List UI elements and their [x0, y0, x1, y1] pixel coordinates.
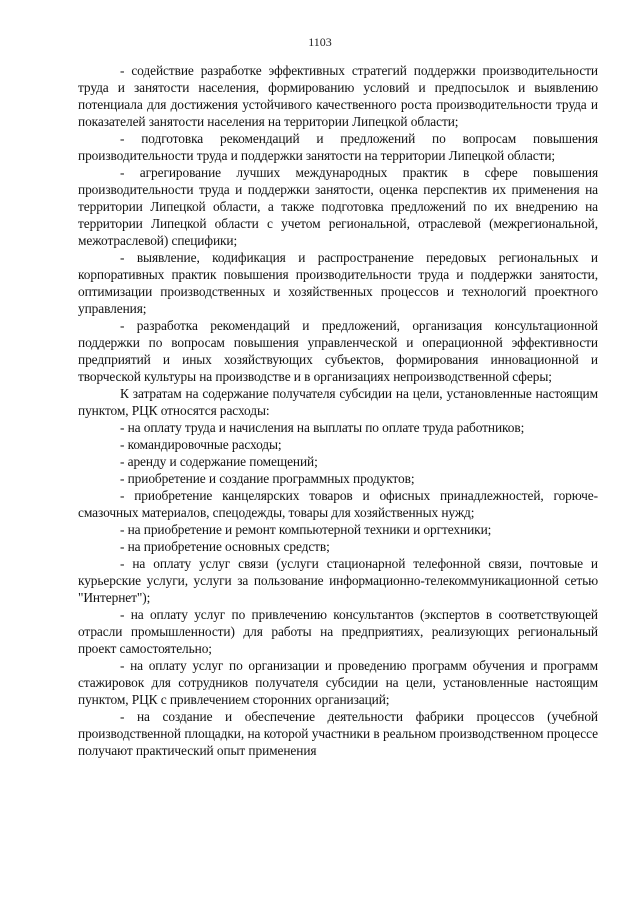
paragraph: - содействие разработке эффективных стратегий поддержки производительности труда и занятости населения, формированию условий и предпосылок и выявлению потенциала для достижения устойчивого качественного роста производительности труда и показателей занятости населения на территории Липецкой области; — [78, 63, 598, 129]
paragraph: - на оплату труда и начисления на выплаты по оплате труда работников; — [120, 420, 525, 435]
paragraph: - на приобретение и ремонт компьютерной техники и оргтехники; — [120, 522, 492, 537]
page-number: 1103 — [308, 35, 332, 49]
body-text — [78, 62, 598, 759]
paragraph: - на создание и обеспечение деятельности фабрики процессов (учебной производственной площадки, на которой участники в реальном производственном процессе получают практический опыт применения — [78, 709, 598, 758]
paragraph: - на оплату услуг по организации и проведению программ обучения и программ стажировок для сотрудников получателя субсидии на цели, установленные настоящим пунктом, РЦК с привлечением сторонних организаций; — [78, 658, 598, 707]
paragraph: - разработка рекомендаций и предложений, организация консультационной поддержки по вопросам повышения управленческой и операционной эффективности предприятий и иных хозяйствующих субъектов, формирования инновационной и творческой культуры на производстве и в организациях непроизводственной сферы; — [78, 318, 598, 384]
paragraph: - подготовка рекомендаций и предложений по вопросам повышения производительности труда и поддержки занятости на территории Липецкой области; — [78, 131, 598, 163]
paragraph: К затратам на содержание получателя субсидии на цели, установленные настоящим пунктом, РЦК относятся расходы: — [78, 386, 598, 418]
paragraph: - аренду и содержание помещений; — [120, 454, 318, 469]
paragraph: - приобретение канцелярских товаров и офисных принадлежностей, горюче-смазочных материалов, спецодежды, товары для хозяйственных нужд; — [78, 488, 598, 520]
paragraph: - командировочные расходы; — [120, 437, 282, 452]
paragraph: - выявление, кодификация и распространение передовых региональных и корпоративных практик повышения производительности труда и поддержки занятости, оптимизации производственных и хозяйственных процессов и технологий проектного управления; — [78, 250, 598, 316]
paragraph: - на оплату услуг по привлечению консультантов (экспертов в соответствующей отрасли промышленности) для работы на предприятиях, реализующих региональный проект самостоятельно; — [78, 607, 598, 656]
paragraph: - на оплату услуг связи (услуги стационарной телефонной связи, почтовые и курьерские услуги, услуги за пользование информационно-телекоммуникационной сетью "Интернет"); — [78, 556, 598, 605]
paragraph: - на приобретение основных средств; — [120, 539, 330, 554]
paragraph: - приобретение и создание программных продуктов; — [120, 471, 415, 486]
paragraph: - агрегирование лучших международных практик в сфере повышения производительности труда и поддержки занятости, оценка перспектив их применения на территории Липецкой области, а также подготовка предложений по их внедрению на территории Липецкой области с учетом региональной, отраслевой (межрегиональной, межотраслевой) специфики; — [78, 165, 598, 248]
